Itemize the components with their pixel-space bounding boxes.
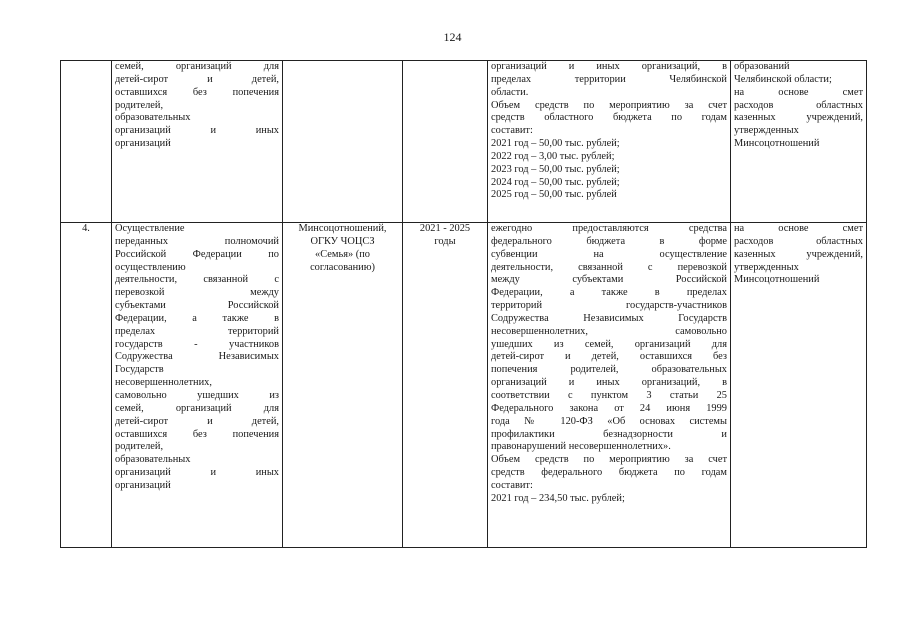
executor-cell [283,223,403,548]
cell-text-line: утвержденных [734,261,799,273]
cell-text-line: родителей, [115,441,164,453]
cell-text-line: детей-сирот и детей, [115,415,279,427]
cell-text-line: Объем средств по мероприятию за счет [491,454,727,466]
cell-text-line: средств областного бюджета по годам [491,112,727,124]
cell-text-line: ОГКУ ЧОЦСЗ [310,235,375,247]
cell-text-line: на основе смет [734,223,863,234]
cell-text-line: Федерального закона от 24 июня 1999 [491,402,727,414]
table-row [61,61,867,223]
cell-text-line: Минсоцотношений [734,274,820,286]
cell-text-line: Содружества Независимых Государств [491,312,727,324]
cell-text-line: оставшихся без попечения [115,86,279,98]
cell-text-line: организаций и иных [115,467,279,479]
cell-text-line: деятельности, связанной с [115,274,279,286]
cell-text-line: семей, организаций для [115,61,279,72]
description-cell [488,61,731,223]
cell-text-line: образований [734,61,790,72]
cell-text-line: субъектами Российской [115,300,279,312]
cell-text-line: утвержденных [734,125,799,137]
cell-text-line: семей, организаций для [115,402,279,414]
cell-text-line: года № 120-ФЗ «Об основах системы [491,415,727,427]
cell-text-line: попечения родителей, образовательных [491,364,727,376]
cell-text-line: Челябинской области; [734,73,832,85]
cell-text-line: на основе смет [734,86,863,98]
page-number: 124 [443,30,462,44]
table-row [61,223,867,548]
cell-text-line: годы [434,235,456,247]
cell-text-line: Федерации, а также в пределах [491,287,727,299]
cell-text-line: Минсоцотношений, [298,223,387,234]
cell-text-line: 2022 год – 3,00 тыс. рублей; [491,150,615,162]
cell-text-line: детей-сирот и детей, оставшихся без [491,351,727,363]
row-number-cell [61,61,112,223]
cell-text-line: организаций и иных организаций, в [491,377,727,389]
cell-text-line: расходов областных [734,99,863,111]
cell-text-line: расходов областных [734,235,863,247]
cell-text-line: субвенции на осуществление [491,248,727,260]
cell-text-line: казенных учреждений, [734,248,863,260]
cell-text-line: 2021 год – 50,00 тыс. рублей; [491,138,620,150]
cell-text-line: ежегодно предоставляются средства [491,223,727,234]
cell-text-line: соответствии с пунктом 3 статьи 25 [491,389,727,401]
measure-name-cell [112,61,283,223]
cell-text-line: между субъектами Российской [491,274,727,286]
period-cell [403,223,488,548]
cell-text-line: переданных полномочий [115,235,279,247]
cell-text-line: организаций и иных [115,125,279,137]
cell-text-line: государств - участников [115,338,279,350]
cell-text-line: правонарушений несовершеннолетних». [491,441,671,453]
cell-text-line: пределах территории Челябинской [491,73,727,85]
cell-text-line: области. [491,86,529,98]
cell-text-line: казенных учреждений, [734,112,863,124]
basis-cell [731,223,867,548]
cell-text-line: составит: [491,125,533,137]
cell-text-line: территорий государств-участников [491,300,727,312]
cell-text-line: средств федерального бюджета по годам [491,467,727,479]
cell-text-line: самовольно ушедших из [115,389,279,401]
cell-text-line: федерального бюджета в форме [491,235,727,247]
cell-text-line: оставшихся без попечения [115,428,279,440]
cell-text-line: Минсоцотношений [734,138,820,150]
cell-text-line: составит: [491,479,533,491]
cell-text-line: родителей, [115,99,164,111]
cell-text-line: образовательных [115,454,191,466]
cell-text-line: 2023 год – 50,00 тыс. рублей; [491,163,620,175]
cell-text-line: образовательных [115,112,191,124]
cell-text-line: несовершеннолетних, [115,377,212,389]
cell-text-line: «Семья» (по [315,248,370,260]
cell-text-line: Содружества Независимых [115,351,279,363]
cell-text-line: Государств [115,364,164,376]
description-cell [488,223,731,548]
cell-text-line: 2021 год – 234,50 тыс. рублей; [491,492,625,504]
basis-cell [731,61,867,223]
cell-text-line: организаций и иных организаций, в [491,61,727,72]
cell-text-line: согласованию) [310,261,375,273]
cell-text-line: Объем средств по мероприятию за счет [491,99,727,111]
cell-text-line: пределах территорий [115,325,279,337]
cell-text-line: 2021 - 2025 [419,223,471,234]
period-cell [403,61,488,223]
cell-text-line: деятельности, связанной с перевозкой [491,261,727,273]
measures-table [60,60,867,548]
cell-text-line: организаций [115,138,171,150]
cell-text-line: детей-сирот и детей, [115,73,279,85]
cell-text-line: ушедших из семей, организаций для [491,338,727,350]
cell-text-line: 2025 год – 50,00 тыс. рублей [491,189,617,201]
cell-text-line: Федерации, а также в [115,312,279,324]
cell-text-line: организаций [115,479,171,491]
cell-text-line: профилактики безнадзорности и [491,428,727,440]
measure-name-cell [112,223,283,548]
cell-text-line: Осуществление [115,223,185,234]
cell-text-line: Российской Федерации по [115,248,279,260]
cell-text-line: 2024 год – 50,00 тыс. рублей; [491,176,620,188]
cell-text-line: осуществлению [115,261,186,273]
row-number-cell: 4. [61,223,112,548]
cell-text-line: несовершеннолетних, самовольно [491,325,727,337]
cell-text-line: перевозкой между [115,287,279,299]
executor-cell [283,61,403,223]
